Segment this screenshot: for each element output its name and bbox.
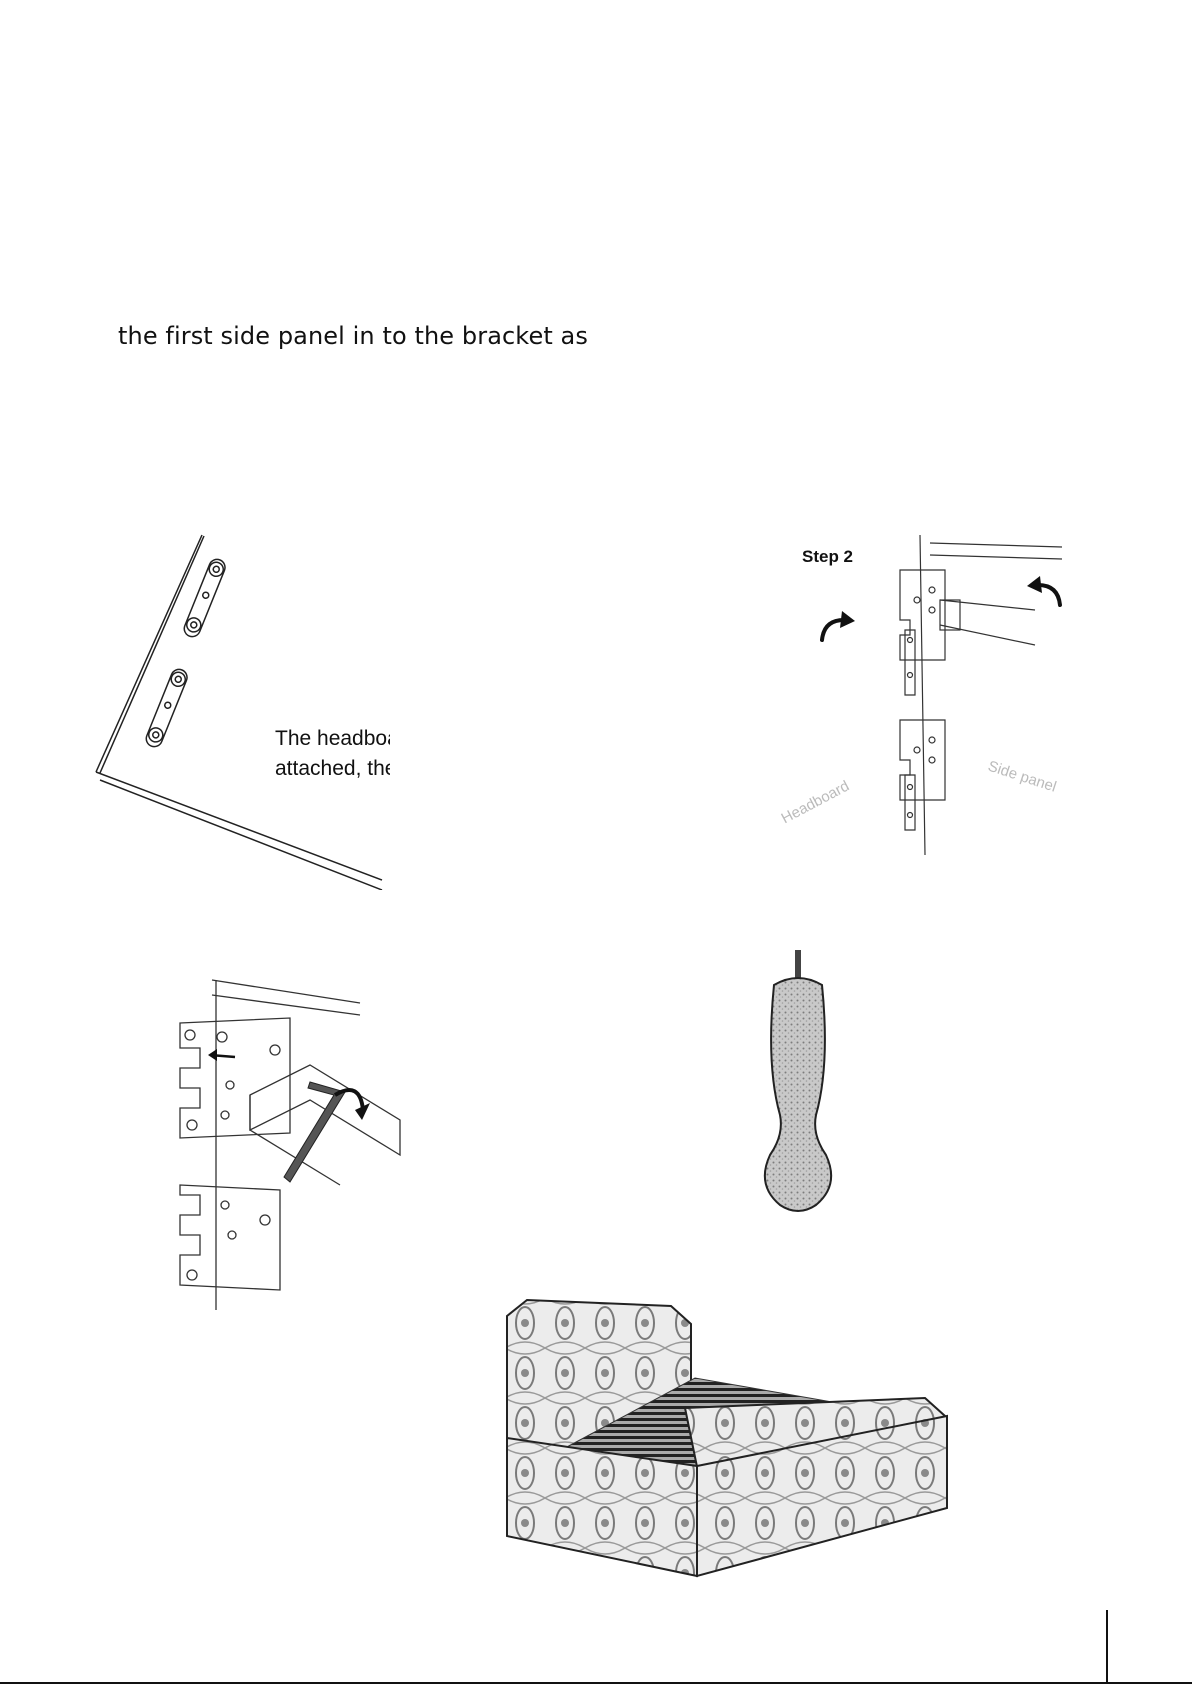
step-label: Step 2 — [802, 547, 854, 566]
instruction-text: the first side panel in to the bracket as — [118, 322, 588, 350]
figure-caption-line1: The headboa — [275, 727, 390, 750]
page-margin-rule — [1106, 1610, 1108, 1682]
headboard-brackets-figure — [90, 530, 390, 890]
allen-key-tightening-figure — [150, 975, 410, 1315]
side-panel-label: Side panel — [985, 757, 1059, 796]
bed-leg-figure — [700, 945, 900, 1235]
figure-caption-line2: attached, the — [275, 757, 390, 780]
page-bottom-rule — [0, 1682, 1192, 1684]
assembled-bed-figure — [505, 1298, 960, 1583]
step2-figure — [780, 535, 1080, 865]
headboard-label: Headboard — [780, 777, 853, 828]
